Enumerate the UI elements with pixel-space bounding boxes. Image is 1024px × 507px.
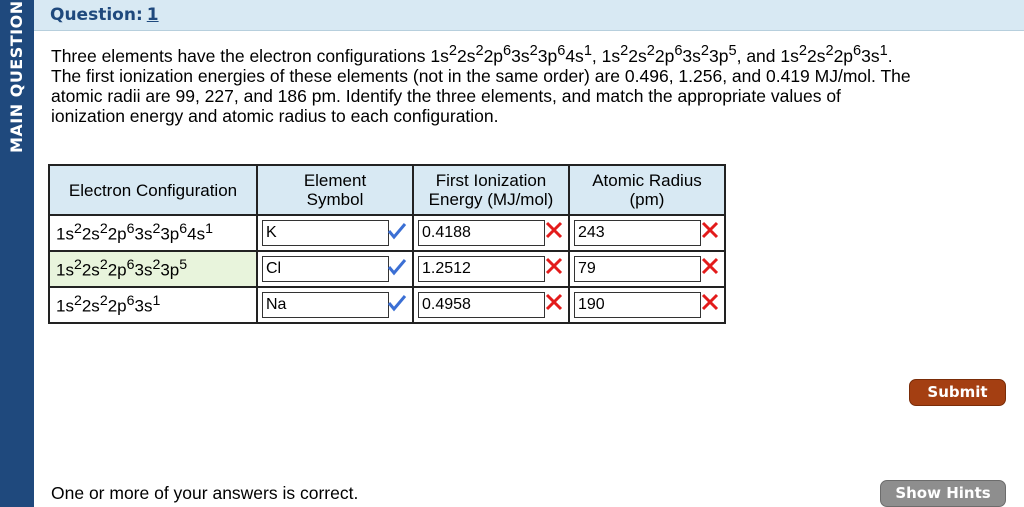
question-header [34, 0, 1024, 31]
energy-input[interactable]: 1.2512 [418, 256, 545, 282]
sidebar-label: MAIN QUESTION [7, 0, 26, 153]
cross-icon [700, 292, 720, 312]
symbol-input[interactable]: Na [262, 292, 389, 318]
symbol-cell [257, 287, 413, 323]
submit-button[interactable]: Submit [909, 379, 1006, 406]
energy-input[interactable]: 0.4958 [418, 292, 545, 318]
header-atomic-radius: Atomic Radius (pm) [569, 165, 725, 215]
config-cell: $1s^22s^22p^63s^23p^64s^1$ [49, 215, 257, 251]
main-question-sidebar [0, 0, 34, 507]
feedback-status: One or more of your answers is correct. [51, 483, 359, 503]
check-icon [386, 292, 408, 314]
cross-icon [544, 220, 564, 240]
cross-icon [700, 256, 720, 276]
table-row [49, 215, 725, 251]
energy-cell [413, 287, 569, 323]
header-element-symbol: Element Symbol [257, 165, 413, 215]
question-label [50, 5, 159, 25]
cross-icon [544, 292, 564, 312]
question-label-text: Question: [50, 5, 143, 25]
config-cell: $1s^22s^22p^63s^23p^5$ [49, 251, 257, 287]
header-electron-configuration: Electron Configuration [49, 165, 257, 215]
question-number-link[interactable]: 1 [146, 5, 159, 25]
table-row [49, 251, 725, 287]
symbol-cell [257, 251, 413, 287]
energy-cell [413, 215, 569, 251]
radius-cell [569, 215, 725, 251]
table-row [49, 287, 725, 323]
radius-input[interactable]: 79 [574, 256, 701, 282]
answer-table [48, 164, 726, 324]
check-icon [386, 256, 408, 278]
radius-cell [569, 287, 725, 323]
symbol-cell [257, 215, 413, 251]
energy-cell [413, 251, 569, 287]
energy-input[interactable]: 0.4188 [418, 220, 545, 246]
question-text: Three elements have the electron configurations $1s^22s^22p^63s^23p^64s^1$, $1s^22s^22p^63s^23p^5$, and $1s^22s^22p^63s^1$. The first ionization energies of these elements (not in the same order) are 0.496, 1.256, and 0.419 MJ/mol. The atomic radii are 99, 227, and 186 pm. Identify the three elements, and match the appropriate values of ionization energy and atomic radius to each configuration. [51, 43, 911, 126]
radius-input[interactable]: 243 [574, 220, 701, 246]
cross-icon [700, 220, 720, 240]
radius-cell [569, 251, 725, 287]
symbol-input[interactable]: K [262, 220, 389, 246]
config-cell: $1s^22s^22p^63s^1$ [49, 287, 257, 323]
cross-icon [544, 256, 564, 276]
symbol-input[interactable]: Cl [262, 256, 389, 282]
header-first-ionization-energy: First Ionization Energy (MJ/mol) [413, 165, 569, 215]
show-hints-button[interactable]: Show Hints [880, 480, 1006, 507]
radius-input[interactable]: 190 [574, 292, 701, 318]
check-icon [386, 220, 408, 242]
table-header-row [49, 165, 725, 215]
